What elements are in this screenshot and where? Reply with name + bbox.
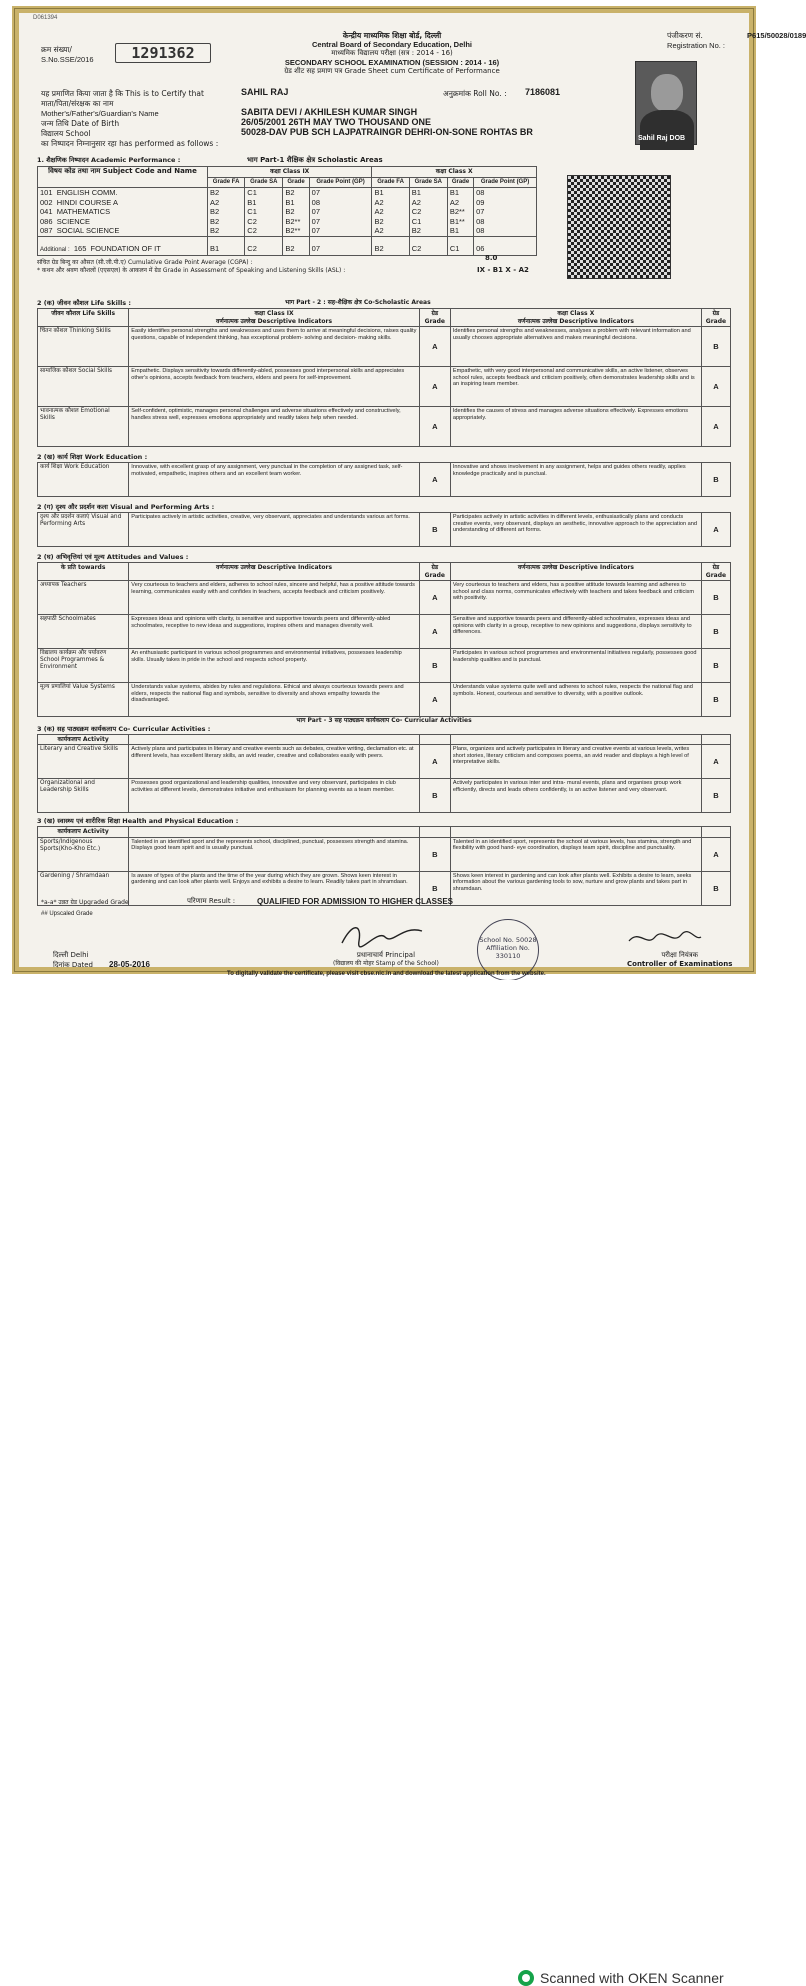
grade-cell: 07 <box>309 226 372 236</box>
date-of-birth: 26/05/2001 26TH MAY TWO THOUSAND ONE <box>241 117 432 127</box>
serial-label: क्रम संख्या/ S.No.SSE/2016 <box>41 45 94 64</box>
class-ix-grade: A <box>419 327 450 367</box>
row-label: चिंतन कौशल Thinking Skills <box>38 327 129 367</box>
grade-cell: B1 <box>447 226 473 236</box>
class-x-indicator: Sensitive and supportive towards peers and differently-abled schoolmates, expresses ideas and opinions with clarity in a group, receptive to new opinions and suggestions, displays sensitivity to differences. <box>450 615 701 649</box>
grade-cell: B2 <box>283 207 309 217</box>
class-x-grade: A <box>701 407 730 447</box>
grade-cell: C2 <box>245 217 283 227</box>
work-education-section: 2 (ख) कार्य शिक्षा Work Education : कार्य शिक्षा Work Education Innovative, with excellent grasp of any assignment, very punctual in the completion of any assigned task, self-motivated, empathetic, inspires others and an excellent team worker. A Innovative and shows involvement in any assignment, helps and guides others readily, applies knowledge practically and is punctual. B <box>37 453 731 497</box>
subject-row: 087 SOCIAL SCIENCE B2 C2 B2** 07 A2 B2 B1 08 <box>38 226 537 236</box>
registration-block: पंजीकरण सं. Registration No. : P615/50028/0189 <box>667 31 806 50</box>
grade-cell: C1 <box>245 188 283 198</box>
grade-cell: B1 <box>447 188 473 198</box>
grade-cell: B2** <box>283 226 309 236</box>
class-ix-grade: A <box>419 683 450 717</box>
class-x-grade: B <box>701 779 730 813</box>
attitude-row <box>38 683 731 717</box>
place: दिल्ली Delhi <box>53 951 89 959</box>
grade-cell: C1 <box>245 207 283 217</box>
class-x-grade: B <box>701 649 730 683</box>
grade-cell: C2 <box>245 226 283 236</box>
document-code: D061394 <box>33 15 58 21</box>
class-ix-indicator: Empathetic. Displays sensitivity towards differently-abled, possesses good interpersonal skills and appreciates other's opinions, accepts feedback from teachers, elders and peers for self-improvement. <box>129 367 419 407</box>
dated-label: दिनांक Dated <box>53 961 94 969</box>
class-x-indicator: Actively participates in various inter and intra- mural events, plans and organises group work efficiently, directs and leads others confidently, is an active listener and very observant. <box>450 779 701 813</box>
class-ix-indicator: Self-confident, optimistic, manages personal challenges and adverse situations effectively and constructively, handles stress well, expresses emotions appropriately and readily takes help when needed. <box>129 407 419 447</box>
health-row <box>38 837 731 871</box>
additional-subject-row: Additional : 165 FOUNDATION OF IT B1 C2 B2 07 B2 C2 C1 06 <box>38 236 537 256</box>
row-label: मूल्य प्रणालियां Value Systems <box>38 683 129 717</box>
principal-label: प्रधानाचार्य Principal (विद्यालय की मोहर Stamp of the School) <box>333 951 439 967</box>
cocurricular-section: भाग Part - 3 सह पाठ्यक्रम कार्यकलाप Co- Curricular Activities 3 (क) सह पाठ्यक्रम कार्यकलाप Co- Curricular Activities : कार्यकलाप Activity Literary and Creative Skills Actively plans and participates in literary and creative events such as debates, creative writing, declamation etc. at different levels, has excellent literary skills, an avid reader, creative and collaborates easily with peers. A Plans, organizes and actively participates in literary and creative events at various levels, writes short stories, literary criticism and composes poems, an avid reader and displays a high level of interpretative skills. A Organizational and Leadership Skills Possesses good organizational and leadership qualities, innovative and very observant, participates in club activities at different levels, demonstrates initiative and enthusiasm for planning events as a team member. B Actively participates in various inter and intra- mural events, plans and organises group work efficiently, directs and leads others confidently, is an active listener and very observant. B 3 (ख) स्वास्थ्य एवं शारीरिक शिक्षा Health and Physical Education : कार्यकलाप Activity Sports/Indigenous Sports(Kho-Kho Etc.) Talented in an identified sport and the represents school, disciplined, punctual, possesses strength and stamina. Displays good team spirit and is usually punctual. B Talented in an identified sport, represents the school at various levels, has stamina, strength and flexibility with good hand- eye coordination, displays team spirit, discipline and punctuality. A Gardening / Shramdaan Is aware of types of the plants and the time of the year during which they are grown. Shows keen interest in gardening and can look after plants well. Enjoys and exhibits a desire to learn. Readily takes part in shramdaan. B Shows keen interest in gardening and can look after plants well. Exhibits a desire to learn, seeks information about the various gardening tools to sow, nurture and grow plants and takes part in shramdaan. B <box>37 717 731 906</box>
class-ix-indicator: Possesses good organizational and leadership qualities, innovative and very observant, participates in club activities at different levels, demonstrates initiative and enthusiasm for planning events as a team member. <box>129 779 419 813</box>
class-x-grade: A <box>701 367 730 407</box>
class-ix-indicator: An enthusiastic participant in various school programmes and environmental initiatives, possesses leadership skills. Usually takes in pride in the school and respects school property. <box>129 649 419 683</box>
roll-number: 7186081 <box>525 87 561 97</box>
class-x-grade: B <box>701 581 730 615</box>
grade-cell: B1** <box>447 217 473 227</box>
row-label: अध्यापक Teachers <box>38 581 129 615</box>
class-ix-grade: B <box>419 649 450 683</box>
attitude-row <box>38 581 731 615</box>
class-ix-grade: A <box>419 745 450 779</box>
row-label: भावनात्मक कौशल Emotional Skills <box>38 407 129 447</box>
academic-table: विषय कोड तथा नाम Subject Code and Name कक्षा Class IX कक्षा Class X Grade FA Grade SA Grade Grade Point (GP) Grade FA Grade SA Grade Grade Point (GP) 101 ENGLISH COMM. B2 C1 B2 07 B1 B1 B1 08 002 HINDI COURSE A A2 B1 B1 08 A2 A2 A2 09 041 MATHEMATICS B2 C1 B2 07 A2 C2 B2** 07 086 SCIENCE B2 C2 B2** 07 B2 C1 B1** 08 087 SOCIAL SCIENCE B2 C2 B2** 07 A2 B2 B1 08 Additional : 165 FOUNDATION OF IT B1 C2 B2 07 B2 C2 C1 06 <box>37 166 537 256</box>
class-ix-grade: A <box>419 581 450 615</box>
grade-cell: 07 <box>474 207 537 217</box>
class-ix-indicator: Actively plans and participates in literary and creative events such as debates, creative writing, declamation etc. at different levels, has excellent literary skills, an avid reader, creative and collaborates easily with peers. <box>129 745 419 779</box>
subject-row: 086 SCIENCE B2 C2 B2** 07 B2 C1 B1** 08 <box>38 217 537 227</box>
grade-cell: B2** <box>447 207 473 217</box>
grade-cell: B1 <box>283 198 309 208</box>
class-ix-grade: B <box>419 837 450 871</box>
grade-cell: A2 <box>409 198 447 208</box>
subject-row: 101 ENGLISH COMM. B2 C1 B2 07 B1 B1 B1 08 <box>38 188 537 198</box>
class-x-grade: B <box>701 615 730 649</box>
grade-cell: B2 <box>283 188 309 198</box>
class-ix-indicator: Easily identifies personal strengths and weaknesses and uses them to arrive at meaningful decisions, raises quality questions, capable of independent thinking, has exceptional problem- solving and decision- making skills. <box>129 327 419 367</box>
row-label: Gardening / Shramdaan <box>38 871 129 905</box>
class-x-indicator: Identifies the causes of stress and manages adverse situations effectively. Expresses emotions appropriately. <box>450 407 701 447</box>
class-x-grade: A <box>701 837 730 871</box>
serial-number: 1291362 <box>115 43 211 63</box>
grade-cell: 07 <box>309 207 372 217</box>
scanner-footer <box>0 980 768 1986</box>
activity-row <box>38 745 731 779</box>
grade-cell: 08 <box>474 226 537 236</box>
grade-cell: B2 <box>372 217 409 227</box>
grade-cell: B1 <box>409 188 447 198</box>
registration-number: P615/50028/0189 <box>747 31 806 40</box>
arts-section: 2 (ग) दृश्य और प्रदर्शन कला Visual and Performing Arts : दृश्य और प्रदर्शन कलाएं Visual and Performing Arts Participates actively in artistic activities, creative, very observant, appreciates and understands various art forms. B Participates actively in artistic activities in different levels, enthusiastically plans and conducts creative events, very observant, displays an aesthetic, innovative approach to the appreciation and understanding of different art forms. A <box>37 503 731 547</box>
subject-row: 041 MATHEMATICS B2 C1 B2 07 A2 C2 B2** 07 <box>38 207 537 217</box>
class-ix-grade: A <box>419 615 450 649</box>
asl-line: * कथन और श्रवण कौशलों (एएसएल) के आकलन में ग्रेड Grade in Assessment of Speaking and Listening Skills (ASL) : IX - B1 X - A2 <box>37 265 529 274</box>
grade-cell: 08 <box>474 188 537 198</box>
life-skill-row <box>38 367 731 407</box>
grade-cell: C2 <box>409 207 447 217</box>
class-ix-grade: A <box>419 407 450 447</box>
grade-cell: A2 <box>372 226 409 236</box>
grade-cell: B2** <box>283 217 309 227</box>
activity-row <box>38 779 731 813</box>
life-skill-row <box>38 407 731 447</box>
subject-row: 002 HINDI COURSE A A2 B1 B1 08 A2 A2 A2 09 <box>38 198 537 208</box>
grade-cell: B2 <box>409 226 447 236</box>
student-name: SAHIL RAJ <box>241 87 289 97</box>
grade-cell: 07 <box>309 217 372 227</box>
result-label: परिणाम Result : <box>187 897 236 905</box>
school-stamp: School No. 50028 Affiliation No. 330110 <box>477 919 539 981</box>
row-label: Literary and Creative Skills <box>38 745 129 779</box>
grade-cell: B2 <box>208 188 245 198</box>
oken-scanner-badge: Scanned with OKEN Scanner <box>518 1970 724 1986</box>
row-label: विद्यालय कार्यक्रम और पर्यावरण School Programmes & Environment <box>38 649 129 683</box>
principal-signature <box>337 921 427 951</box>
class-ix-indicator: Understands value systems, abides by rules and regulations. Ethical and always courteous towards peers and elders, respects the national flag and symbols, sensitive to diversity and shows empathy towards the disadvantaged. <box>129 683 419 717</box>
life-skill-row <box>38 327 731 367</box>
class-x-indicator: Participates in various school programmes and environmental initiatives regularly, possesses good leadership qualities and is punctual. <box>450 649 701 683</box>
academic-section: 1. शैक्षणिक निष्पादन Academic Performance : भाग Part-1 शैक्षिक क्षेत्र Scholastic Areas विषय कोड तथा नाम Subject Code and Name कक्षा Class IX कक्षा Class X Grade FA Grade SA Grade Grade Point (GP) Grade FA Grade SA Grade Grade Point (GP) 101 ENGLISH COMM. B2 C1 B2 07 B1 B1 B1 08 002 HINDI COURSE A A2 B1 B1 08 A2 A2 A2 09 041 MATHEMATICS B2 C1 B2 07 A2 C2 B2** 07 086 SCIENCE B2 C2 B2** 07 B2 C1 B1** 08 087 SOCIAL SCIENCE B2 C2 B2** 07 A2 B2 B1 08 Additional : 165 FOUNDATION OF IT B1 C2 B2 07 B2 C2 C1 06 संचित ग्रेड बिन्दु का औसत (सी.जी.पी.ए) Cumulative Grade Point Average (CGPA) : 8.0 * कथन और श्रवण कौशलों (एएसएल) के आकलन में ग्रेड Grade in Assessment of Speaking and Listening Skills (ASL) : IX - B1 X - A2 <box>37 156 731 274</box>
class-ix-indicator: Expresses ideas and opinions with clarity, is sensitive and supportive towards peers and differently-abled schoolmates, receptive to new ideas and suggestions, inspires others and manages diversity well. <box>129 615 419 649</box>
class-x-grade: B <box>701 327 730 367</box>
cgpa-line: संचित ग्रेड बिन्दु का औसत (सी.जी.पी.ए) Cumulative Grade Point Average (CGPA) : 8.0 <box>37 254 498 266</box>
grade-cell: A2 <box>372 198 409 208</box>
school-name: 50028-DAV PUB SCH LAJPATRAINGR DEHRI-ON-SONE ROHTAS BR <box>241 127 533 137</box>
row-label: सहपाठी Schoolmates <box>38 615 129 649</box>
controller-signature <box>625 927 705 951</box>
parents-name: SABITA DEVI / AKHILESH KUMAR SINGH <box>241 107 418 117</box>
controller-label: परीक्षा नियंत्रक Controller of Examinations <box>627 951 733 968</box>
upscaled-note: ## Upscaled Grade <box>41 911 93 917</box>
grade-cell: B2 <box>208 217 245 227</box>
row-label: सामाजिक कौशल Social Skills <box>38 367 129 407</box>
class-ix-indicator: Is aware of types of the plants and the time of the year during which they are grown. Shows keen interest in gardening and can look after plants well. Enjoys and exhibits a desire to learn. Readily takes part in shramdaan. <box>129 871 419 905</box>
class-x-indicator: Plans, organizes and actively participates in literary and creative events at various levels, writes short stories, literary criticism and composes poems, an avid reader and displays a high level of interpretative skills. <box>450 745 701 779</box>
student-photo: Sahil Raj DOB <box>635 61 697 145</box>
row-label: Sports/Indigenous Sports(Kho-Kho Etc.) <box>38 837 129 871</box>
class-ix-indicator: Very courteous to teachers and elders, adheres to school rules, sincere and helpful, has a positive attitude towards learning, communicates easily with and confides in teachers, accepts feedback and criticism positively. <box>129 581 419 615</box>
board-header: केन्द्रीय माध्यमिक शिक्षा बोर्ड, दिल्ली Central Board of Secondary Education, Delhi माध्यमिक विद्यालय परीक्षा (सत्र : 2014 - 16) SECONDARY SCHOOL EXAMINATION (SESSION : 2014 - 16) ग्रेड शीट सह प्रमाण पत्र Grade Sheet cum Certificate of Performance <box>284 31 500 75</box>
grade-sheet-certificate: D061394 क्रम संख्या/ S.No.SSE/2016 1291362 केन्द्रीय माध्यमिक शिक्षा बोर्ड, दिल्ली Central Board of Secondary Education, Delhi माध्यमिक विद्यालय परीक्षा (सत्र : 2014 - 16) SECONDARY SCHOOL EXAMINATION (SESSION : 2014 - 16) ग्रेड शीट सह प्रमाण पत्र Grade Sheet cum Certificate of Performance पंजीकरण सं. Registration No. : P615/50028/0189 Sahil Raj DOB यह प्रमाणित किया जाता है कि This is to Certify that SAHIL RAJ अनुक्रमांक Roll No. : 7186081 माता/पिता/संरक्षक का नाम Mother's/Father's/Guardian's Name SABITA DEVI / AKHILESH KUMAR SINGH जन्म तिथि Date of Birth 26/05/2001 26TH MAY TWO THOUSAND ONE विद्यालय School 50028-DAV PUB SCH LAJPATRAINGR DEHRI-ON-SONE ROHTAS BR का निष्पादन निम्नानुसार रहा has performed as follows : 1. शैक्षणिक निष्पादन Academic Performance : भाग Part-1 शैक्षिक क्षेत्र Scholastic Areas विषय कोड तथा नाम Subject Code and Name कक्षा Class IX कक्षा Class X Grade FA Grade SA Grade Grade Point (GP) Grade FA Grade SA Grade Grade Point (GP) 101 ENGLISH COMM. B2 C1 B2 07 B1 B1 B1 08 002 HINDI COURSE A A2 B1 B1 08 A2 A2 A2 09 041 MATHEMATICS B2 C1 B2 07 A2 C2 B2** 07 086 SCIENCE B2 C2 B2** 07 B2 C1 B1** 08 087 SOCIAL SCIENCE B2 C2 B2** 07 A2 B2 B1 08 Additional : 165 FOUNDATION OF IT B1 C2 B2 07 B2 C2 C1 06 संचित ग्रेड बिन्दु का औसत (सी.जी.पी.ए) Cumulative Grade Point Average (CGPA) : 8.0 * कथन और श्रवण कौशलों (एएसएल) के आकलन में ग्रेड Grade in Assessment of Speaking and Listening Skills (ASL) : IX - B1 X - A2 2 (क) जीवन कौशल Life Skills : भाग Part - 2 : सह-शैक्षिक क्षेत्र Co-Scholastic Areas जीवन कौशल Life Skills कक्षा Class IX वर्णनात्मक उल्लेख Descriptive Indicators ग्रेड Grade कक्षा Class X वर्णनात्मक उल्लेख Descriptive Indicators ग्रेड Grade चिंतन कौशल Thinking Skills Easily identifies personal strengths and weaknesses and uses them to arrive at meaningful decisions, raises quality questions, capable of independent thinking, has exceptional problem- solving and decision- making skills. A Identifies personal strengths and weaknesses, analyses a problem with relevant information and usually chooses appropriate alternatives and makes meaningful decisions. B सामाजिक कौशल Social Skills Empathetic. Displays sensitivity towards differently-abled, possesses good interpersonal skills and appreciates other's opinions, accepts feedback from teachers, elders and peers for self-improvement. A Empathetic, with very good interpersonal and communicative skills, an active listener, observes school rules, accepts feedback and criticism positively, often demonstrates leadership skills and is an inspiring team member. A भावनात्मक कौशल Emotional Skills Self-confident, optimistic, manages personal challenges and adverse situations effectively and constructively, handles stress well, expresses emotions appropriately and readily takes help when needed. A Identifies the causes of stress and manages adverse situations effectively. Expresses emotions appropriately. A 2 (ख) कार्य शिक्षा Work Education : कार्य शिक्षा Work Education Innovative, with excellent grasp of any assignment, very punctual in the completion of any assigned task, self-motivated, empathetic, inspires others and an excellent team worker. A Innovative and shows involvement in any assignment, helps and guides others readily, applies knowledge practically and is punctual. B 2 (ग) दृश्य और प्रदर्शन कला Visual and Performing Arts : दृश्य और प्रदर्शन कलाएं Visual and Performing Arts Participates actively in artistic activities, creative, very observant, appreciates and understands various art forms. B Participates actively in artistic activities in different levels, enthusiastically plans and conducts creative events, very observant, displays an aesthetic, innovative approach to the appreciation and understanding of different art forms. A 2 (घ) अभिवृत्तियां एवं मूल्य Attitudes and Values : के प्रति towards वर्णनात्मक उल्लेख Descriptive Indicators ग्रेड Grade वर्णनात्मक उल्लेख Descriptive Indicators ग्रेड Grade अध्यापक Teachers Very courteous to teachers and elders, adheres to school rules, sincere and helpful, has a positive attitude towards learning, communicates easily with and confides in teachers, accepts feedback and criticism positively. A Very courteous to teachers and elders, has a positive attitude towards learning and adheres to school and class norms, communicates effectively with teachers and takes feedback and criticism with positivity. B सहपाठी Schoolmates Expresses ideas and opinions with clarity, is sensitive and supportive towards peers and differently-abled schoolmates, receptive to new ideas and suggestions, inspires others and manages diversity well. A Sensitive and supportive towards peers and differently-abled schoolmates, expresses ideas and opinions with clarity in a group, receptive to new opinions and suggestions, displays sensitivity to differences. B विद्यालय कार्यक्रम और पर्यावरण School Programmes & Environment An enthusiastic participant in various school programmes and environmental initiatives, possesses leadership skills. Usually takes in pride in the school and respects school property. B Participates in various school programmes and environmental initiatives regularly, possesses good leadership qualities and is punctual. B मूल्य प्रणालियां Value Systems Understands value systems, abides by rules and regulations. Ethical and always courteous towards peers and elders, respects the national flag and symbols, sensitive to diversity and shows empathy towards the disadvantaged. A Understands value systems quite well and adheres to school rules, respects the national flag and symbols. Honest, courteous and sensitive to diversity, with a positive outlook. B भाग Part - 3 सह पाठ्यक्रम कार्यकलाप Co- Curricular Activities 3 (क) सह पाठ्यक्रम कार्यकलाप Co- Curricular Activities : कार्यकलाप Activity Literary and Creative Skills Actively plans and participates in literary and creative events such as debates, creative writing, declamation etc. at different levels, has excellent literary skills, an avid reader, creative and collaborates easily with peers. A Plans, organizes and actively participates in literary and creative events at various levels, writes short stories, literary criticism and composes poems, an avid reader and displays a high level of interpretative skills. A Organizational and Leadership Skills Possesses good organizational and leadership qualities, innovative and very observant, participates in club activities at different levels, demonstrates initiative and enthusiasm for planning events as a team member. B Actively participates in various inter and intra- mural events, plans and organises group work efficiently, directs and leads others confidently, is an active listener and very observant. B 3 (ख) स्वास्थ्य एवं शारीरिक शिक्षा Health and Physical Education : कार्यकलाप Activity Sports/Indigenous Sports(Kho-Kho Etc.) Talented in an identified sport and the represents school, disciplined, punctual, possesses strength and stamina. Displays good team spirit and is usually punctual. B Talented in an identified sport, represents the school at various levels, has stamina, strength and flexibility with good hand- eye coordination, displays team spirit, discipline and punctuality. A Gardening / Shramdaan Is aware of types of the plants and the time of the year during which they are grown. Shows keen interest in gardening and can look after plants well. Enjoys and exhibits a desire to learn. Readily takes part in shramdaan. B Shows keen interest in gardening and can look after plants well. Exhibits a desire to learn, seeks information about the various gardening tools to sow, nurture and grow plants and takes part in shramdaan. B *a-a* उन्नत ग्रेड Upgraded Grade परिणाम Result : QUALIFIED FOR ADMISSION TO HIGHER CLASSES ## Upscaled Grade दिल्ली Delhi दिनांक Dated 28-05-2016 प्रधानाचार्य Principal (विद्यालय की मोहर Stamp of the School) School No. 50028 Affiliation No. 330110 परीक्षा नियंत्रक Controller of Examinations To digitally validate the certificate, please visit cbse.nic.in and download the latest application from the website. <box>12 6 756 974</box>
grade-cell: 08 <box>309 198 372 208</box>
grade-cell: 08 <box>474 217 537 227</box>
dated-value: 28-05-2016 <box>109 960 150 969</box>
class-x-indicator: Talented in an identified sport, represents the school at various levels, has stamina, strength and flexibility with good hand- eye coordination, displays team spirit, discipline and punctuality. <box>450 837 701 871</box>
class-x-grade: A <box>701 745 730 779</box>
class-x-grade: B <box>701 871 730 905</box>
row-label: Organizational and Leadership Skills <box>38 779 129 813</box>
grade-cell: 07 <box>309 188 372 198</box>
attitude-row <box>38 649 731 683</box>
grade-cell: 09 <box>474 198 537 208</box>
attitudes-section: 2 (घ) अभिवृत्तियां एवं मूल्य Attitudes and Values : के प्रति towards वर्णनात्मक उल्लेख Descriptive Indicators ग्रेड Grade वर्णनात्मक उल्लेख Descriptive Indicators ग्रेड Grade अध्यापक Teachers Very courteous to teachers and elders, adheres to school rules, sincere and helpful, has a positive attitude towards learning, communicates easily with and confides in teachers, accepts feedback and criticism positively. A Very courteous to teachers and elders, has a positive attitude towards learning and adheres to school and class norms, communicates effectively with teachers and takes feedback and criticism with positivity. B सहपाठी Schoolmates Expresses ideas and opinions with clarity, is sensitive and supportive towards peers and differently-abled schoolmates, receptive to new ideas and suggestions, inspires others and manages diversity well. A Sensitive and supportive towards peers and differently-abled schoolmates, expresses ideas and opinions with clarity in a group, receptive to new opinions and suggestions, displays sensitivity to differences. B विद्यालय कार्यक्रम और पर्यावरण School Programmes & Environment An enthusiastic participant in various school programmes and environmental initiatives, possesses leadership skills. Usually takes in pride in the school and respects school property. B Participates in various school programmes and environmental initiatives regularly, possesses good leadership qualities and is punctual. B मूल्य प्रणालियां Value Systems Understands value systems, abides by rules and regulations. Ethical and always courteous towards peers and elders, respects the national flag and symbols, sensitive to diversity and shows empathy towards the disadvantaged. A Understands value systems quite well and adheres to school rules, respects the national flag and symbols. Honest, courteous and sensitive to diversity, with a positive outlook. B <box>37 553 731 717</box>
class-x-indicator: Identifies personal strengths and weaknesses, analyses a problem with relevant information and usually chooses appropriate alternatives and makes meaningful decisions. <box>450 327 701 367</box>
class-x-indicator: Shows keen interest in gardening and can look after plants well. Exhibits a desire to learn, seeks information about the various gardening tools to sow, nurture and grow plants and takes part in shramdaan. <box>450 871 701 905</box>
grade-cell: C1 <box>409 217 447 227</box>
qr-code <box>567 175 671 279</box>
class-x-grade: B <box>701 683 730 717</box>
grade-cell: A2 <box>372 207 409 217</box>
grade-cell: B2 <box>208 207 245 217</box>
class-ix-grade: B <box>419 779 450 813</box>
grade-cell: A2 <box>447 198 473 208</box>
life-skills-section: 2 (क) जीवन कौशल Life Skills : भाग Part - 2 : सह-शैक्षिक क्षेत्र Co-Scholastic Areas जीवन कौशल Life Skills कक्षा Class IX वर्णनात्मक उल्लेख Descriptive Indicators ग्रेड Grade कक्षा Class X वर्णनात्मक उल्लेख Descriptive Indicators ग्रेड Grade चिंतन कौशल Thinking Skills Easily identifies personal strengths and weaknesses and uses them to arrive at meaningful decisions, raises quality questions, capable of independent thinking, has exceptional problem- solving and decision- making skills. A Identifies personal strengths and weaknesses, analyses a problem with relevant information and usually chooses appropriate alternatives and makes meaningful decisions. B सामाजिक कौशल Social Skills Empathetic. Displays sensitivity towards differently-abled, possesses good interpersonal skills and appreciates other's opinions, accepts feedback from teachers, elders and peers for self-improvement. A Empathetic, with very good interpersonal and communicative skills, an active listener, observes school rules, accepts feedback and criticism positively, often demonstrates leadership skills and is an inspiring team member. A भावनात्मक कौशल Emotional Skills Self-confident, optimistic, manages personal challenges and adverse situations effectively and constructively, handles stress well, expresses emotions appropriately and readily takes help when needed. A Identifies the causes of stress and manages adverse situations effectively. Expresses emotions appropriately. A <box>37 299 731 447</box>
grade-cell: B1 <box>245 198 283 208</box>
class-ix-grade: B <box>419 871 450 905</box>
oken-logo-icon <box>518 1970 534 1986</box>
result-value: QUALIFIED FOR ADMISSION TO HIGHER CLASSES <box>257 897 454 906</box>
grade-cell: B1 <box>372 188 409 198</box>
class-ix-grade: A <box>419 367 450 407</box>
upgraded-note: *a-a* उन्नत ग्रेड Upgraded Grade <box>41 899 129 906</box>
attitude-row <box>38 615 731 649</box>
class-x-indicator: Understands value systems quite well and adheres to school rules, respects the national flag and symbols. Honest, courteous and sensitive to diversity, with a positive outlook. <box>450 683 701 717</box>
validate-note: To digitally validate the certificate, please visit cbse.nic.in and download the latest application from the website. <box>227 971 546 977</box>
grade-cell: B2 <box>208 226 245 236</box>
class-ix-indicator: Talented in an identified sport and the represents school, disciplined, punctual, possesses strength and stamina. Displays good team spirit and is usually punctual. <box>129 837 419 871</box>
class-x-indicator: Empathetic, with very good interpersonal and communicative skills, an active listener, observes school rules, accepts feedback and criticism positively, often demonstrates leadership skills and is an inspiring team member. <box>450 367 701 407</box>
grade-cell: A2 <box>208 198 245 208</box>
class-x-indicator: Very courteous to teachers and elders, has a positive attitude towards learning and adheres to school and class norms, communicates effectively with teachers and takes feedback and criticism with positivity. <box>450 581 701 615</box>
